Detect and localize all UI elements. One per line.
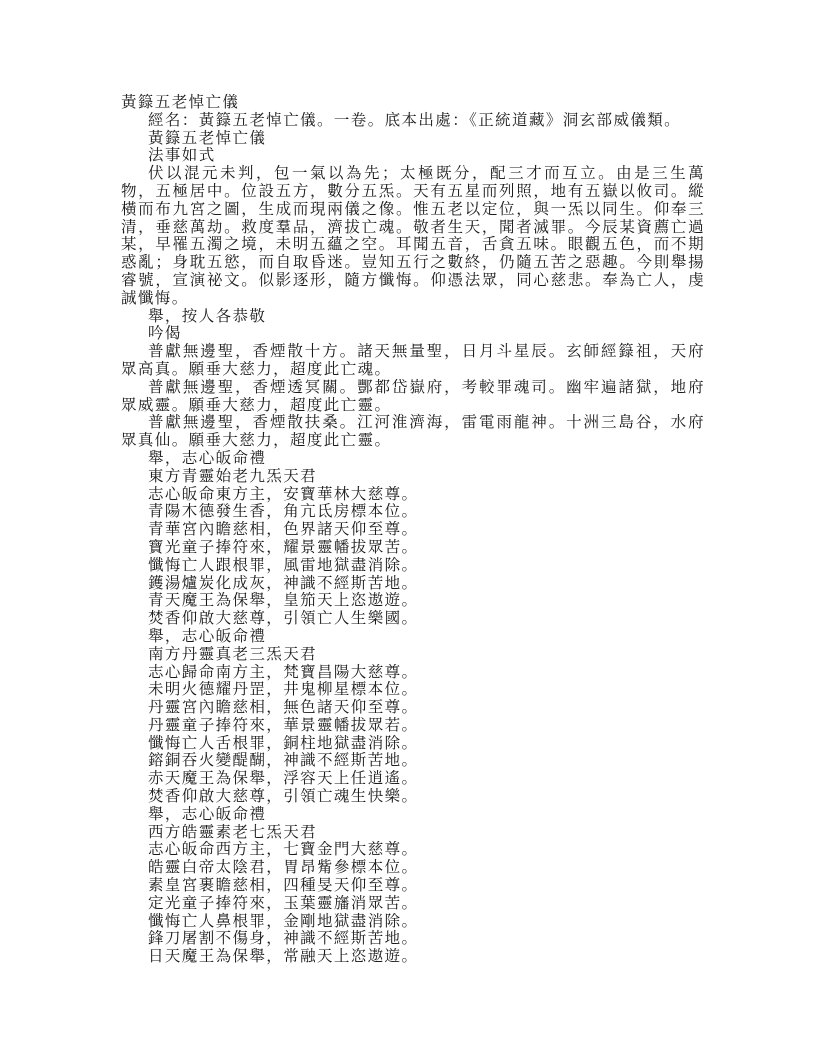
verse-line: 皓靈白帝太陰君，胃昂觜參標本位。 xyxy=(148,858,419,877)
verse-line: 志心皈命西方主，七寶金門大慈尊。 xyxy=(148,840,419,859)
verse-line: 鎔銅吞火變醍醐，神識不經斯苦地。 xyxy=(148,751,419,770)
verse-line: 焚香仰啟大慈尊，引領亡魂生快樂。 xyxy=(148,787,419,806)
deity-heading: 東方青靈始老九炁天君 xyxy=(148,466,318,485)
verse-line: 未明火德耀丹罡，井鬼柳星標本位。 xyxy=(148,680,419,699)
section-east xyxy=(121,450,705,628)
offering-paragraph: 普獻無邊聖，香煙透冥關。酆都岱嶽府，考較罪魂司。幽牢遍諸獄，地府眾威靈。願垂大慈力，超度此亡靈。 xyxy=(121,377,705,414)
verse-line: 志心歸命南方主，梵寶昌陽大慈尊。 xyxy=(148,662,419,681)
meta-line: 經名：黃籙五老悼亡儀。一卷。底本出處：《正統道藏》洞玄部威儀類。 xyxy=(148,110,682,129)
verse-line: 焚香仰啟大慈尊，引領亡人生樂國。 xyxy=(148,609,419,628)
invocation-line: 舉，志心皈命禮 xyxy=(148,626,267,645)
verse-line: 懺悔亡人鼻根罪，金剛地獄盡消除。 xyxy=(148,911,419,930)
document-subtitle: 黃籙五老悼亡儀 xyxy=(148,128,267,147)
verse-line: 懺悔亡人跟根罪，風雷地獄盡消除。 xyxy=(148,555,419,574)
offering-paragraph: 普獻無邊聖，香煙散十方。諸天無量聖，日月斗星辰。玄師經籙祖，天府眾高真。願垂大慈力，超度此亡魂。 xyxy=(121,342,705,378)
verse-line: 懺悔亡人舌根罪，銅柱地獄盡消除。 xyxy=(148,733,419,752)
verse-line: 定光童子捧符來，玉葉靈旛消眾苦。 xyxy=(148,893,419,912)
document-page xyxy=(121,94,705,966)
section-label: 法事如式 xyxy=(148,146,216,165)
verse-line: 素皇宮裹瞻慈相，四種旻天仰至尊。 xyxy=(148,876,419,895)
verse-line: 赤天魔王為保舉，浮容天上任逍遙。 xyxy=(148,769,419,788)
deity-heading: 西方皓靈素老七炁天君 xyxy=(148,822,318,841)
verse-line: 青天魔王為保舉，皇笳天上恣遨遊。 xyxy=(148,591,419,610)
deity-heading: 南方丹靈真老三炁天君 xyxy=(148,644,318,663)
instruction-line: 舉，按人各恭敬 xyxy=(148,306,267,325)
verse-line: 寶光童子捧符來，耀景靈幡拔眾苦。 xyxy=(148,537,419,556)
offering-paragraph: 普獻無邊聖，香煙散扶桑。江河淮濟海，雷電雨龍神。十洲三島谷，水府眾真仙。願垂大慈力，超度此亡靈。 xyxy=(121,413,705,450)
verse-line: 丹靈童子捧符來，華景靈幡拔眾若。 xyxy=(148,715,419,734)
document-title: 黃籙五老悼亡儀 xyxy=(121,93,240,111)
verse-line: 鋒刀屠割不傷身，神識不經斯苦地。 xyxy=(148,929,419,948)
invocation-line: 舉，志心皈命禮 xyxy=(148,804,267,823)
verse-line: 鑊湯爐炭化成灰，神識不經斯苦地。 xyxy=(148,573,419,592)
verse-line: 日天魔王為保舉，常融天上恣遨遊。 xyxy=(148,947,419,966)
verse-line: 青華宮內瞻慈相，色界諸天仰至尊。 xyxy=(148,520,419,539)
section-south xyxy=(121,628,705,806)
chant-label: 吟偈 xyxy=(148,324,182,343)
verse-line: 丹靈宮內瞻慈相，無色諸天仰至尊。 xyxy=(148,698,419,717)
verse-line: 志心皈命東方主，安寶華林大慈尊。 xyxy=(148,484,419,503)
verse-line: 青陽木德發生香，角亢氐房標本位。 xyxy=(148,502,419,521)
section-west xyxy=(121,806,705,966)
invocation-line: 舉，志心皈命禮 xyxy=(148,448,267,467)
intro-paragraph: 伏以混元未判，包一氣以為先；太極既分，配三才而互立。由是三生萬物，五極居中。位設五方，數分五炁。天有五星而列照，地有五嶽以攸司。縱橫而布九宮之圖，生成而現兩儀之像。惟五老以定位，與一炁以同生。仰奉三清，垂慈萬劫。救度羣品，濟拔亡魂。敬者生天，聞者滅罪。今辰某資薦亡過某，早罹五濁之境，未明五蘊之空。耳聞五音，舌貪五味。眼觀五色，而不期惑亂；身耽五慾，而自取昏迷。豈知五行之數終，仍隨五苦之惡趣。今則舉揚睿號，宣演祕文。似影逐形，隨方懺悔。仰憑法眾，同心慈悲。奉為亡人，虔誠懺悔。 xyxy=(121,164,705,307)
